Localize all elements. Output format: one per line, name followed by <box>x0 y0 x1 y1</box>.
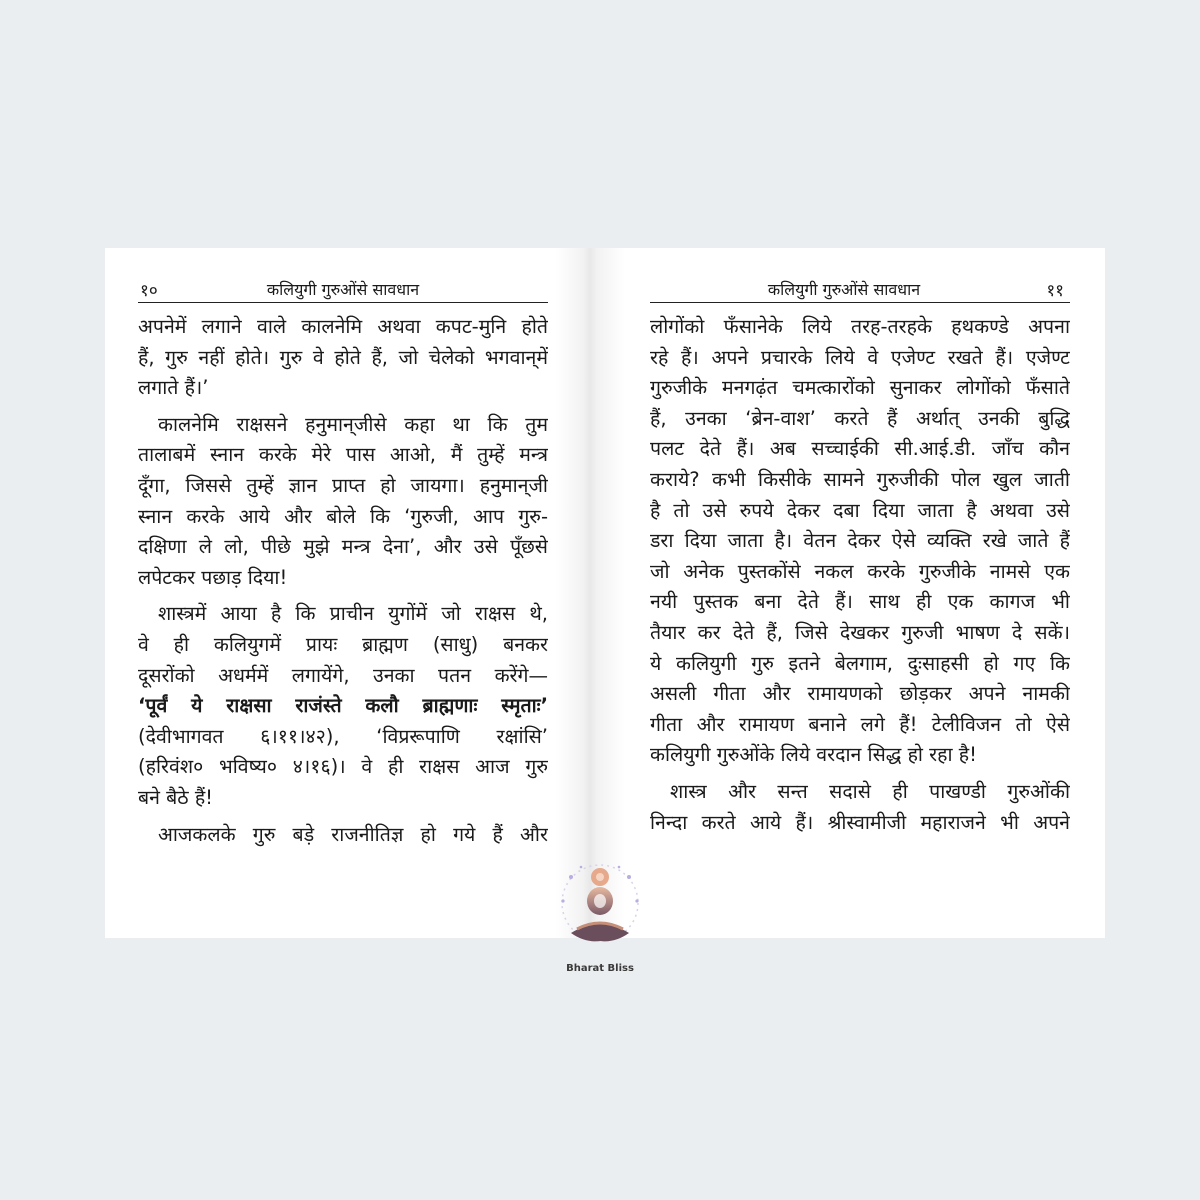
text-line: लगाते हैं।’ <box>138 376 209 400</box>
right-running-title: कलियुगी गुरुओंसे सावधान <box>767 280 921 299</box>
text-line: गीता और रामायण बनाने लगे हैं! टेलीविजन तो ऐसे <box>650 712 1070 736</box>
text-line: पलट देते हैं। अब सच्चाईकी सी.आई.डी. जाँच कौन <box>650 437 1070 461</box>
text-line: (देवीभागवत ६।११।४२), ‘विप्ररूपाणि रक्षांसि’ <box>138 724 548 748</box>
right-page <box>650 272 1070 838</box>
left-page-body <box>138 303 548 850</box>
text-line: है तो उसे रुपये देकर दबा दिया जाता है अथवा उसे <box>650 498 1070 522</box>
text-line: कलियुगी गुरुओंके लिये वरदान सिद्ध हो रहा है! <box>650 743 977 767</box>
text-line: तालाबमें स्नान करके मेरे पास आओ, मैं तुम्हें मन्त्र <box>138 443 548 467</box>
text-line: शास्त्र और सन्त सदासे ही पाखण्डी गुरुओंकी <box>670 779 1070 803</box>
meditating-figure-icon <box>545 855 655 965</box>
sanskrit-quote-line: ‘पूर्वं ये राक्षसा राजंस्ते कलौ ब्राह्मणाः स्मृताः’ <box>138 694 548 718</box>
text-line: कालनेमि राक्षसने हनुमान्‌जीसे कहा था कि तुम <box>158 412 548 436</box>
text-line: लपेटकर पछाड़ दिया! <box>138 565 288 589</box>
text-line: लोगोंको फँसानेके लिये तरह-तरहके हथकण्डे अपना <box>650 315 1070 338</box>
text-line: बने बैठे हैं! <box>138 785 213 809</box>
text-line: अपनेमें लगाने वाले कालनेमि अथवा कपट-मुनि होते <box>138 315 548 338</box>
text-line: ये कलियुगी गुरु इतने बेलगाम, दुःसाहसी हो गए कि <box>650 651 1070 675</box>
right-page-number: ११ <box>1046 281 1064 301</box>
text-line: असली गीता और रामायणको छोड़कर अपने नामकी <box>650 682 1070 706</box>
text-line: नयी पुस्तक बना देते हैं। साथ ही एक कागज भी <box>650 590 1070 614</box>
text-line: गुरुजीके मनगढ़ंत चमत्कारोंको सुनाकर लोगोंको फँसाते <box>650 376 1070 400</box>
right-page-body <box>650 303 1070 838</box>
text-line: शास्त्रमें आया है कि प्राचीन युगोंमें जो राक्षस थे, <box>158 602 548 626</box>
left-page <box>138 272 548 850</box>
right-page-header <box>650 272 1070 303</box>
text-line: वे ही कलियुगमें प्रायः ब्राह्मण (साधु) बनकर <box>138 632 548 656</box>
left-page-header <box>138 272 548 303</box>
text-line: हैं, उनका ‘ब्रेन-वाश’ करते हैं अर्थात् उनकी बुद्धि <box>650 406 1070 430</box>
text-line: (हरिवंश० भविष्य० ४।१६)। वे ही राक्षस आज गुरु <box>138 755 548 779</box>
text-line: निन्दा करते आये हैं। श्रीस्वामीजी महाराजने भी अपने <box>650 810 1070 834</box>
text-line: स्नान करके आये और बोले कि ‘गुरुजी, आप गुरु- <box>138 504 548 528</box>
left-running-title: कलियुगी गुरुओंसे सावधान <box>266 280 420 299</box>
text-line: दक्षिणा ले लो, पीछे मुझे मन्त्र देना’, और उसे पूँछसे <box>138 535 548 559</box>
text-line: डरा दिया जाता है। वेतन देकर ऐसे व्यक्ति रखे जाते हैं <box>650 529 1070 553</box>
text-line: दूसरोंको अधर्ममें लगायेंगे, उनका पतन करेंगे— <box>138 663 548 687</box>
text-line: रहे हैं। अपने प्रचारके लिये वे एजेण्ट रखते हैं। एजेण्ट <box>650 345 1070 369</box>
text-line: कराये? कभी किसीके सामने गुरुजीकी पोल खुल जाती <box>650 467 1070 491</box>
text-line: हैं, गुरु नहीं होते। गुरु वे होते हैं, जो चेलेको भगवान्‌में <box>138 345 548 369</box>
book-gutter <box>555 248 625 938</box>
text-line: दूँगा, जिससे तुम्हें ज्ञान प्राप्त हो जायगा। हनुमान्‌जी <box>138 473 548 497</box>
text-line: आजकलके गुरु बड़े राजनीतिज्ञ हो गये हैं और <box>158 822 548 846</box>
brand-watermark-label: Bharat Bliss <box>566 963 634 974</box>
left-page-number: १० <box>140 281 158 301</box>
text-line: जो अनेक पुस्तकोंसे नकल करके गुरुजीके नामसे एक <box>650 559 1070 583</box>
text-line: तैयार कर देते हैं, जिसे देखकर गुरुजी भाषण दे सकें। <box>650 620 1070 644</box>
